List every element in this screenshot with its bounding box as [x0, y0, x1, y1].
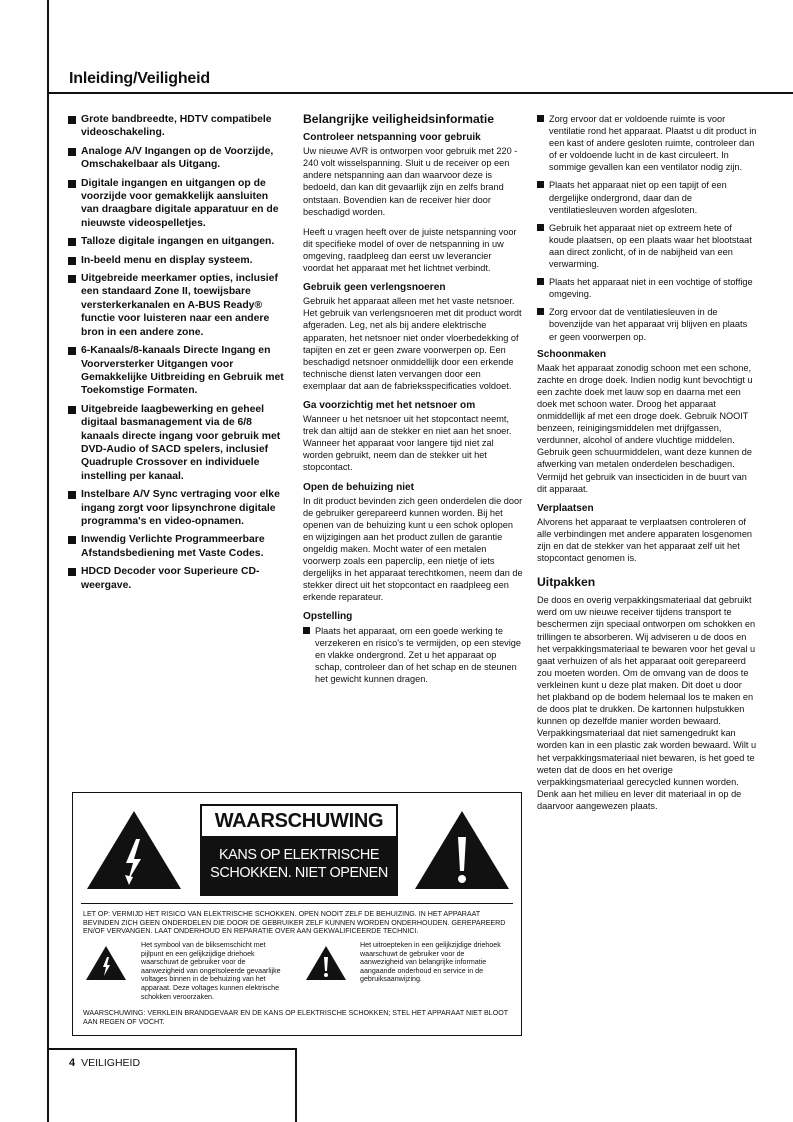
cord-paragraph: Wanneer u het netsnoer uit het stopcontact neemt, trek dan altijd aan de stekker en niet aan het snoer. Wanneer het apparaat voor langere tijd niet zal worden gebruikt, neem dan de stekker uit het stopcontact. [303, 414, 512, 473]
left-margin-rule [47, 0, 49, 1122]
feature-item: Uitgebreide laagbewerking en geheel digitaal basmanagement via de 6/8 kanaals directe ingang voor gebruik met DVD-Audio of SACD spelers, inclusief Quadruple Crossover en individuele instelling per kanaal. [68, 403, 288, 483]
lightning-bolt-icon [85, 809, 183, 891]
extension-paragraph: Gebruik het apparaat alleen met het vaste netsnoer. Het gebruik van verlengsnoeren met dit product wordt afgeraden. Leg, net als bij andere elektrische apparaten, het netsnoer niet onder vloerbedekking of tapijten en zet er geen zware voorwerpen op. Een beschadigd netsnoer onmiddellijk door een erkende technische dienst laten vervangen door een exemplaar dat aan de fabrieksspecificaties voldoet. [303, 296, 522, 391]
feature-item: Grote bandbreedte, HDTV compatibele videoschakeling. [68, 113, 288, 140]
safety-column [303, 113, 523, 691]
feature-item: Digitale ingangen en uitgangen op de voorzijde voor gemakkelijk aansluiten van draagbare digitale apparatuur en de nieuwste videospelletjes. [68, 177, 288, 231]
warning-box [72, 792, 522, 1036]
page-title: Inleiding/Veiligheid [69, 70, 210, 87]
unpacking-paragraph: De doos en overig verpakkingsmateriaal dat gebruikt werd om uw nieuwe receiver tijdens transport te beschermen zijn speciaal ontworpen om schokken en trillingen te absorberen. Wij adviseren u de doos en het verpakkingsmateriaal te bewaren voor het geval u gaat verhuizen of als het apparaat ooit gerepareerd zou moeten worden. Om de omvang van de doos te verkleinen kunt u deze plat maken. Dit doet u door het plakband op de bodem helemaal los te maken en de doos plat te drukken. De kartonnen hulpstukken kunnen op dezelfde manier worden bewaard. Verpakkingsmateriaal dat niet samengedrukt kan worden kan in een plastic zak worden bewaard. Wilt u het verpakkingsmateriaal niet bewaren, is het goed te weten dat de doos en het overige verpakkingsmateriaal gerecycled kunnen worden. Denk aan het milieu en lever dit materiaal in op de daarvoor aangewezen plaats. [537, 595, 757, 811]
bolt-explanation: Het symbool van de bliksemschicht met pijlpunt en een gelijkzijdige driehoek waarschuwt de gebruiker voor de aanwezigheid van ongeïsoleerde gevaarlijke voltages binnen in de behuizing van het apparaat. Deze voltages kunnen elektrische schokken veroorzaken. [141, 941, 281, 1001]
placement-item: Zorg ervoor dat er voldoende ruimte is voor ventilatie rond het apparaat. Plaatst u dit product in een kast of andere gesloten ruimte, controleer dan of er voldoende lucht in de kast circuleert. In sommige gevallen kan een ventilator nodig zijn. [537, 113, 757, 173]
feature-item: Uitgebreide meerkamer opties, inclusief een standaard Zone II, toewijsbare versterkerkanalen en A-BUS Ready® functie voor luisteren naar een andere bron in een andere zone. [68, 272, 288, 339]
extension-heading: Gebruik geen verlengsnoeren [303, 282, 446, 294]
warning-title: WAARSCHUWING [202, 806, 396, 836]
placement-item: Zorg ervoor dat de ventilatiesleuven in de bovenzijde van het apparaat vrij blijven en plaats er geen voorwerpen op. [537, 306, 757, 342]
warning-subtitle-line-1: KANS OP ELEKTRISCHE [218, 847, 380, 863]
feature-item: 6-Kanaals/8-kanaals Directe Ingang en Voorversterker Uitgangen voor Gemakkelijke Uitbreiding en Gebruik met Toekomstige Formaten. [68, 344, 288, 398]
feature-item: In-beeld menu en display systeem. [68, 254, 288, 267]
exclamation-explanation: Het uitroepteken in een gelijkzijdige driehoek waarschuwt de gebruiker voor de aanwezigheid van belangrijke informatie aangaande onderhoud en service in de gebruiksaanwijzing. [360, 941, 501, 984]
feature-item: Talloze digitale ingangen en uitgangen. [68, 235, 288, 248]
placement-item: Plaats het apparaat, om een goede werking te verzekeren en risico's te vermijden, op een stevige en vlakke ondergrond. Zet u het apparaat op schap, controleer dan of het schap en de steunen het gewicht kunnen dragen. [303, 625, 523, 685]
unpacking-heading: Uitpakken [537, 575, 596, 590]
moving-heading: Verplaatsen [537, 502, 594, 514]
cleaning-paragraph: Maak het apparaat zonodig schoon met een schone, zachte en droge doek. Indien nodig kunt bevochtigt u een zachte doek met lauw sop en daarna met een doek met schoon water. Droog het apparaat onmiddellijk af met een droge doek. Gebruik NOOIT benzeen, reinigingsmiddelen met drijfgassen, verdunner, alcohol of andere vluchtige middelen. Gebruik geen schuurmiddelen, want deze kunnen de afwerking van metalen onderdelen beschadigen. Vermijd het gebruik van insecticiden in de buurt van dit apparaat. [537, 362, 753, 494]
small-lightning-bolt-icon [85, 945, 127, 981]
footer-divider [295, 1048, 297, 1122]
open-heading: Open de behuizing niet [303, 481, 415, 493]
placement-item: Gebruik het apparaat niet op extreem hete of koude plaatsen, op een plaats waar het blootstaat aan direct zonlicht, of in de nabijheid van een verwarming. [537, 222, 757, 270]
exclamation-icon [413, 809, 511, 891]
small-exclamation-icon [305, 945, 347, 981]
warning-separator [81, 903, 513, 904]
page-footer [69, 1057, 140, 1069]
caution-text: LET OP: VERMIJD HET RISICO VAN ELEKTRISCHE SCHOKKEN. OPEN NOOIT ZELF DE BEHUIZING. IN HET APPARAAT BEVINDEN ZICH GEEN ONDERDELEN DIE DOOR DE GEBRUIKER ZELF KUNNEN WORDEN ONDERHOUDEN. GEREPAREERD EN/OF VERVANGEN. LAAT ONDERHOUD EN REPARATIE OVER AAN GEKWALIFICEERDE TECHNICI. [83, 910, 506, 936]
feature-item: HDCD Decoder voor Superieure CD-weergave. [68, 565, 288, 592]
warning-banner [200, 804, 398, 896]
power-paragraph-1: Uw nieuwe AVR is ontworpen voor gebruik met 220 - 240 volt wisselspanning. Sluit u de receiver op een andere netspanning aan dan waarvoor deze is bedoeld, dan kan dit gevaarlijk zijn en zelfs brand ontstaan. Bovendien kan de receiver hier door beschadigd worden. [303, 146, 518, 217]
feature-item: Inwendig Verlichte Programmeerbare Afstandsbediening met Vaste Codes. [68, 533, 288, 560]
footer-rule [48, 1048, 297, 1050]
placement-item: Plaats het apparaat niet op een tapijt of een dergelijke ondergrond, daar dan de ventilatiesleuven worden afgesloten. [537, 179, 757, 215]
footer-section: VEILIGHEID [81, 1057, 141, 1069]
open-paragraph: In dit product bevinden zich geen onderdelen die door de gebruiker gerepareerd kunnen worden. Bij het openen van de behuizing kunt u een schok oplopen en wijzigingen aan het product zullen de garantie ongeldig maken. Mocht water of een metalen voorwerp zoals een paperclip, een nietje of iets dergelijks in het apparaat terechtkomen, neem dan de stekker direct uit het stopcontact en raadpleeg een erkende reparateur. [303, 495, 523, 603]
warning-subtitle-line-2: SCHOKKEN. NIET OPENEN [210, 865, 388, 881]
header-rule [48, 92, 793, 94]
safety-heading: Belangrijke veiligheidsinformatie [303, 112, 494, 126]
right-column [537, 113, 757, 820]
placement-item: Plaats het apparaat niet in een vochtige of stoffige omgeving. [537, 276, 757, 300]
feature-item: Analoge A/V Ingangen op de Voorzijde, Omschakelbaar als Uitgang. [68, 145, 288, 172]
warning-subtitle [202, 836, 396, 894]
cord-heading: Ga voorzichtig met het netsnoer om [303, 399, 476, 411]
cleaning-heading: Schoonmaken [537, 348, 606, 360]
power-heading: Controleer netspanning voor gebruik [303, 132, 481, 144]
page-number: 4 [69, 1057, 76, 1069]
feature-item: Instelbare A/V Sync vertraging voor elke ingang zorgt voor lipsynchrone digitale programma's en video-opnamen. [68, 488, 288, 528]
placement-heading: Opstelling [303, 611, 353, 623]
power-paragraph-2: Heeft u vragen heeft over de juiste netspanning voor dit specifieke model of over de netspanning in uw omgeving, raadpleeg dan eerst uw leverancier voordat het apparaat met het lichtnet verbindt. [303, 226, 517, 274]
moving-paragraph: Alvorens het apparaat te verplaatsen controleren of alle verbindingen met andere apparaten losgenomen zijn en dat de stekker van het apparaat zelf uit het stopcontact genomen is. [537, 516, 753, 564]
warning-bottom-text: WAARSCHUWING: VERKLEIN BRANDGEVAAR EN DE KANS OP ELEKTRISCHE SCHOKKEN; STEL HET APPARAAT NIET BLOOT AAN REGEN OF VOCHT. [83, 1009, 508, 1026]
feature-list [68, 113, 288, 597]
